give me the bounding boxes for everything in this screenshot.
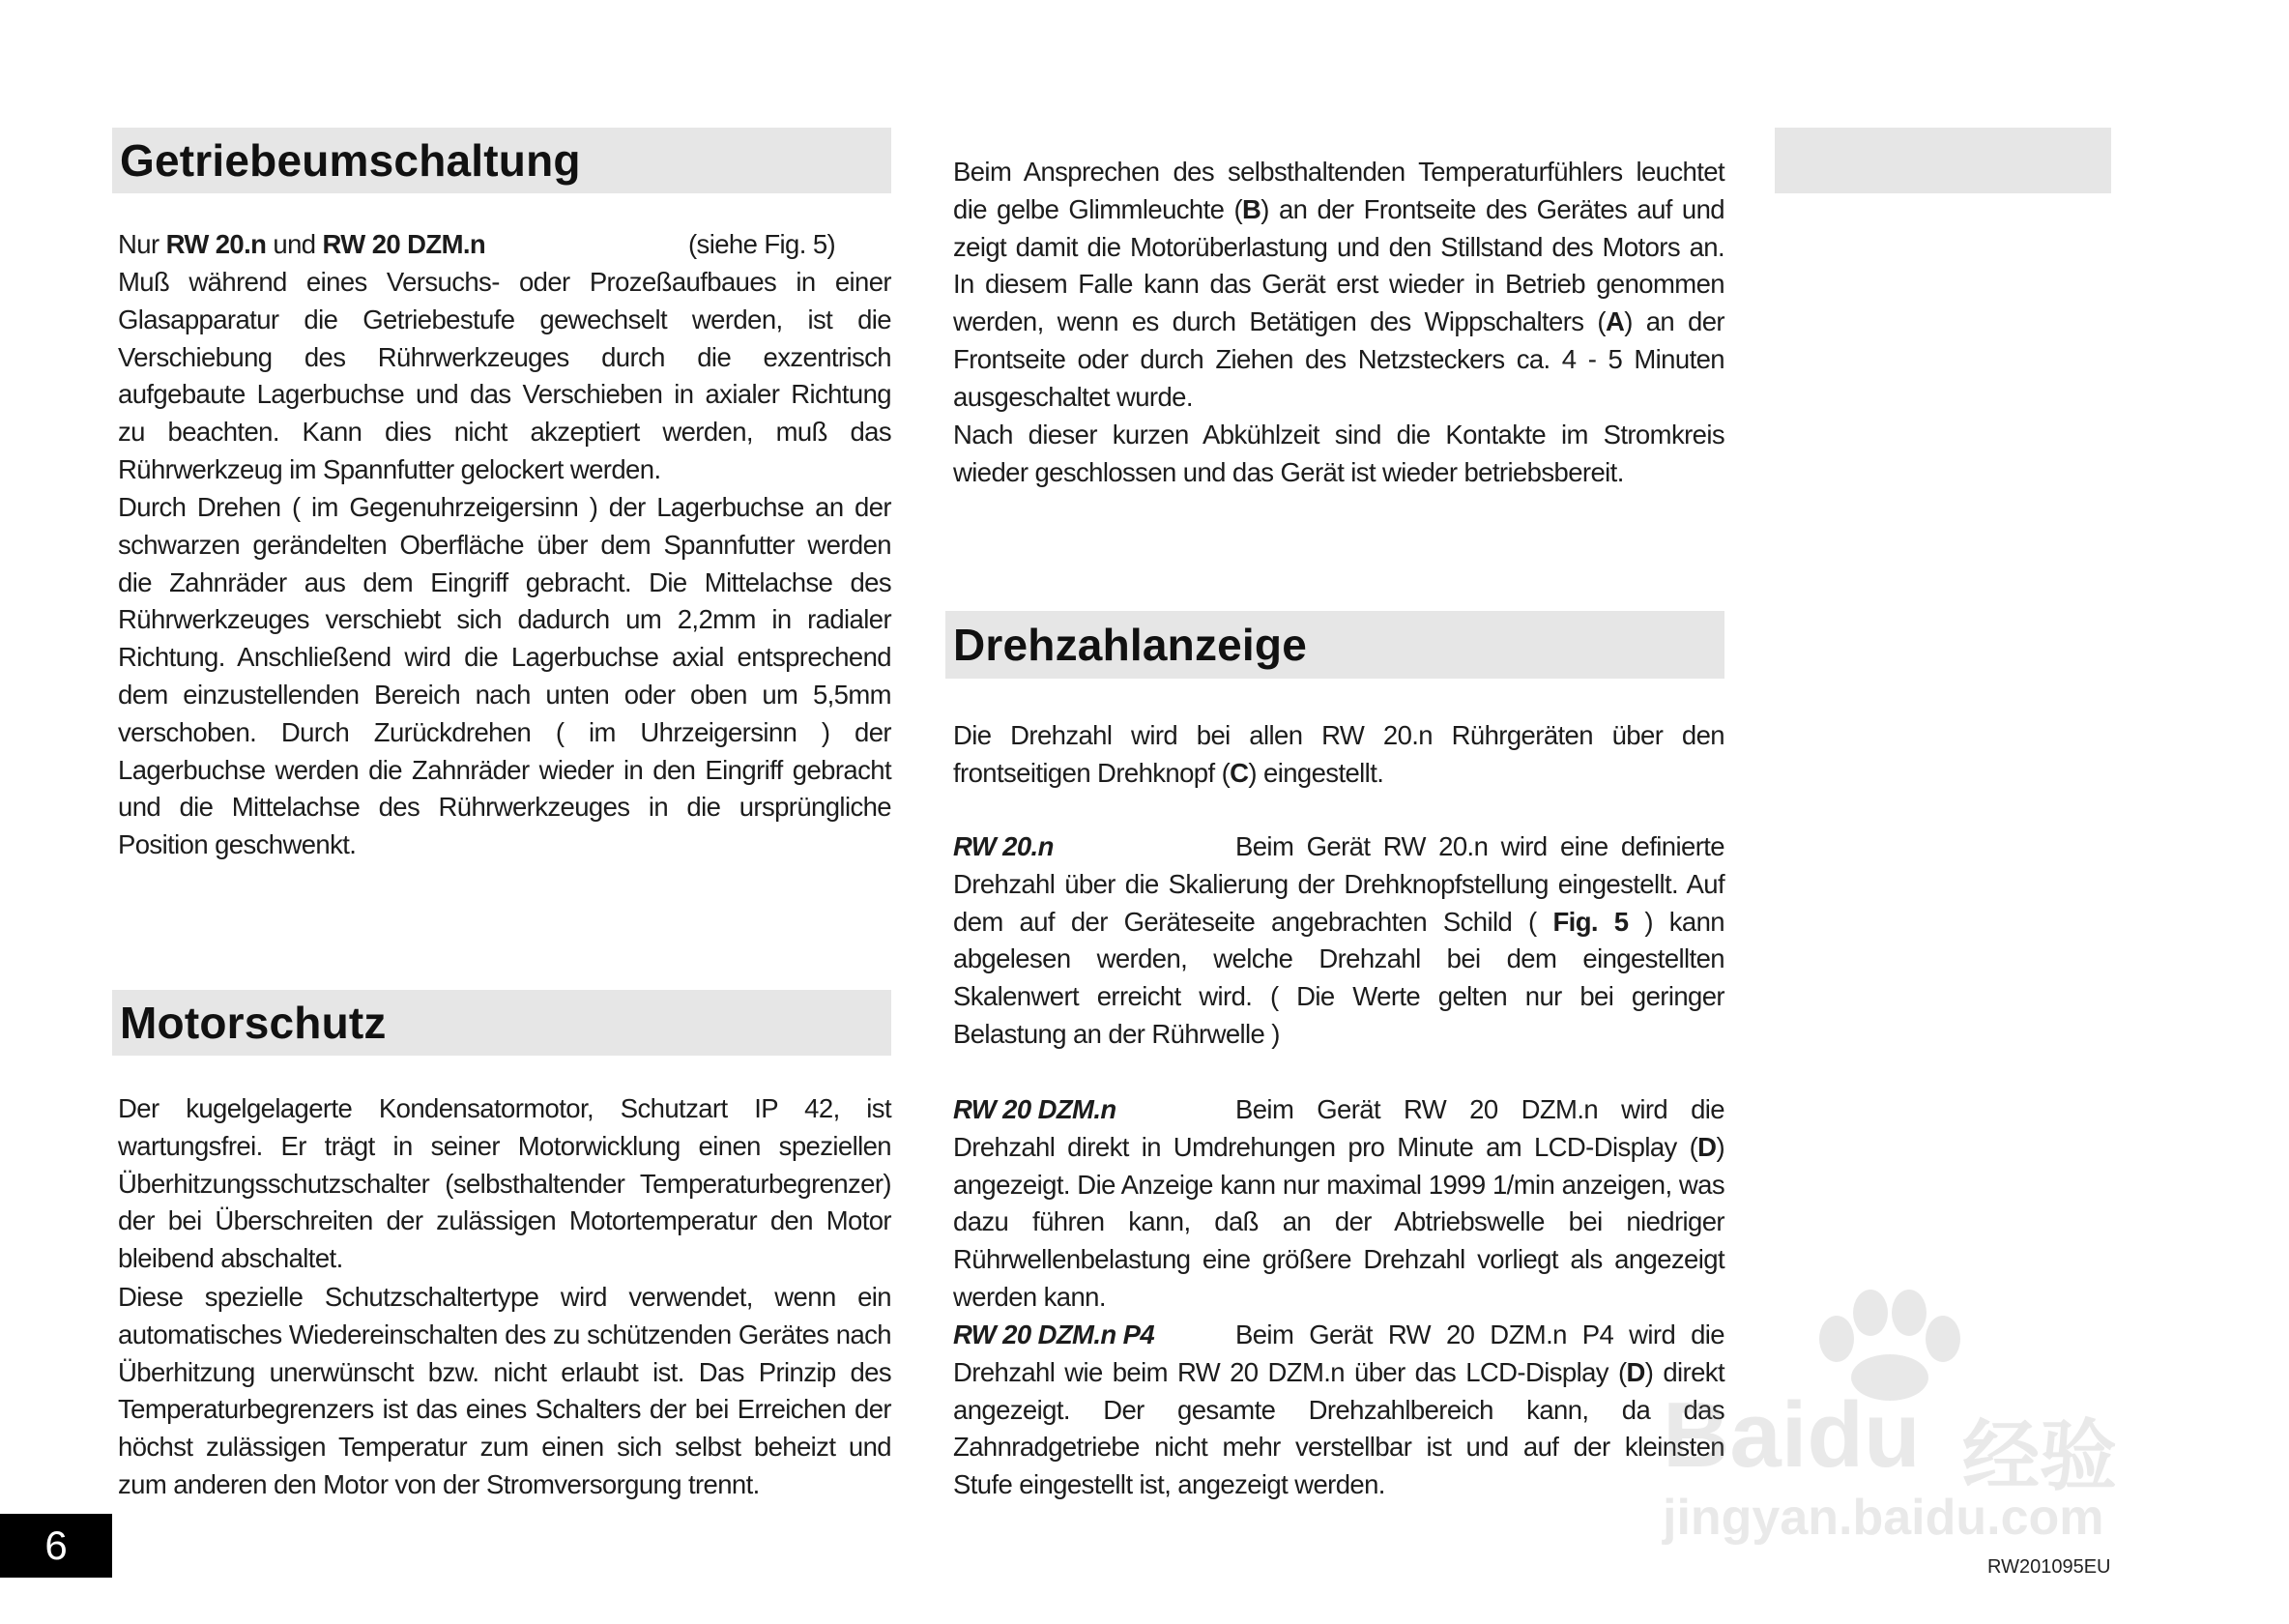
label-d: D [1626,1356,1645,1387]
drehzahl-p4 [953,1317,1724,1504]
fig-reference: (siehe Fig. 5) [688,229,836,259]
getriebe-paragraph-1: Muß während eines Versuchs- oder Prozeßaufbaues in einer Glasapparatur die Getriebestufe gewechselt werden, ist die Verschiebung des Rührwerkzeuges durch die exzentrisch aufgebaute Lagerbuchse und das Verschieben in axialer Richtung zu beachten. Kann dies nicht akzeptiert werden, muß das Rührwerkzeug im Spannfutter gelockert werden. [118,267,891,484]
page-number: 6 [0,1514,112,1578]
intro-mid: und [266,229,323,259]
section-header-drehzahl [945,611,1724,679]
text-span: ) direkt angezeigt. Der gesamte Drehzahlbereich kann, da das Zahnradgetriebe nicht mehr verstellbar ist und auf der kleinsten Stufe eingestellt ist, angezeigt werden. [953,1356,1724,1500]
text-span: ) an der Frontseite oder durch Ziehen des Netzsteckers ca. 4 - 5 Minuten ausgeschaltet wurde. [953,306,1724,412]
watermark-brand: Baidu [1663,1383,1921,1487]
motorschutz-continued-1 [953,154,1724,417]
section-header-motorschutz [112,990,891,1056]
getriebe-intro-line [118,226,891,264]
fig-reference: Fig. 5 [1552,906,1629,937]
right-column-header-bar [1775,128,2111,193]
section-title: Getriebeumschaltung [120,135,581,186]
text-span: Beim Gerät RW 20.n wird eine definierte Drehzahl über die Skalierung der Drehknopfstellung eingestellt. Auf dem auf der Geräteseite angebrachten Schild ( [953,831,1724,937]
label-d: D [1697,1131,1717,1162]
section-title: Drehzahlanzeige [953,620,1307,670]
text-span: Beim Gerät RW 20 DZM.n wird die Drehzahl direkt in Umdrehungen pro Minute am LCD-Display ( [953,1094,1724,1162]
drehzahl-dzm [953,1091,1724,1317]
watermark-url: jingyan.baidu.com [1663,1490,2104,1546]
label-c: C [1230,757,1249,788]
intro-prefix: Nur [118,229,166,259]
model-label-p4: RW 20 DZM.n P4 [953,1320,1155,1349]
model-label-rw20: RW 20.n [165,229,267,259]
label-a: A [1605,306,1625,337]
text-span: ) angezeigt. Die Anzeige kann nur maximal 1999 1/min anzeigen, was dazu führen kann, daß an der Abtriebswelle bei niedriger Rührwellenbelastung eine größere Drehzahl vorliegt als angezeigt werden kann. [953,1131,1724,1312]
text-span: ) an der Frontseite des Gerätes auf und zeigt damit die Motorüberlastung und den Stillstand des Motors an. In diesem Falle kann das Gerät erst wieder in Betrieb genommen werden, wenn es durch Betätigen des Wippschalters ( [953,193,1725,337]
label-b: B [1242,193,1261,224]
getriebe-paragraph-2: Durch Drehen ( im Gegenuhrzeigersinn ) der Lagerbuchse an der schwarzen gerändelten Oberfläche über dem Spannfutter werden die Zahnräder aus dem Eingriff gebracht. Die Mittelachse des Rührwerkzeuges verschiebt sich dadurch um 2,2mm in radialer Richtung. Anschließend wird die Lagerbuchse axial entsprechend dem einzustellenden Bereich nach unten oder oben um 5,5mm verschoben. Durch Zurückdrehen ( im Uhrzeigersinn ) der Lagerbuchse werden die Zahnräder wieder in den Eingriff gebracht und die Mittelachse des Rührwerkzeuges in die ursprüngliche Position geschwenkt. [118,492,891,860]
section-title: Motorschutz [120,998,387,1048]
model-label-dzm: RW 20 DZM.n [322,229,486,259]
watermark-brand-cn: 经验 [1962,1413,2117,1499]
model-label-dzm: RW 20 DZM.n [953,1094,1116,1124]
drehzahl-intro [953,717,1724,793]
document-code: RW201095EU [1987,1556,2111,1578]
text-span: Beim Ansprechen des selbsthaltenden Temperaturfühlers leuchtet die gelbe Glimmleuchte ( [953,157,1724,224]
text-span: Die Drehzahl wird bei allen RW 20.n Rührgeräten über den frontseitigen Drehknopf ( [953,720,1724,788]
motorschutz-continued-2: Nach dieser kurzen Abkühlzeit sind die Kontakte im Stromkreis wieder geschlossen und das Gerät ist wieder betriebsbereit. [953,420,1724,487]
baidu-watermark [1643,1286,2185,1547]
paw-icon [1808,1286,1972,1402]
motorschutz-paragraph-2: Diese spezielle Schutzschaltertype wird verwendet, wenn ein automatisches Wiedereinschalten des zu schützenden Gerätes nach Überhitzung unerwünscht bzw. nicht erlaubt ist. Das Prinzip des Temperaturbegrenzers ist das eines Schalters der bei Erreichen der höchst zulässigen Temperatur zum einen sich selbst beheizt und zum anderen den Motor von der Stromversorgung trennt. [118,1282,891,1499]
motorschutz-paragraph-1: Der kugelgelagerte Kondensatormotor, Schutzart IP 42, ist wartungsfrei. Er trägt in seiner Motorwicklung einen speziellen Überhitzungsschutzschalter (selbsthaltender Temperaturbegrenzer) der bei Überschreiten der zulässigen Motortemperatur den Motor bleibend abschaltet. [118,1093,891,1274]
text-span: Beim Gerät RW 20 DZM.n P4 wird die Drehzahl wie beim RW 20 DZM.n über das LCD-Display ( [953,1320,1724,1387]
drehzahl-rw20 [953,828,1724,1054]
section-header-getriebe [112,128,891,193]
model-label-rw20: RW 20.n [953,831,1054,861]
text-span: ) kann abgelesen werden, welche Drehzahl bei dem eingestellten Skalenwert erreicht wird. ( Die Werte gelten nur bei geringer Belastung an der Rührwelle ) [953,906,1724,1049]
text-span: ) eingestellt. [1248,757,1384,788]
